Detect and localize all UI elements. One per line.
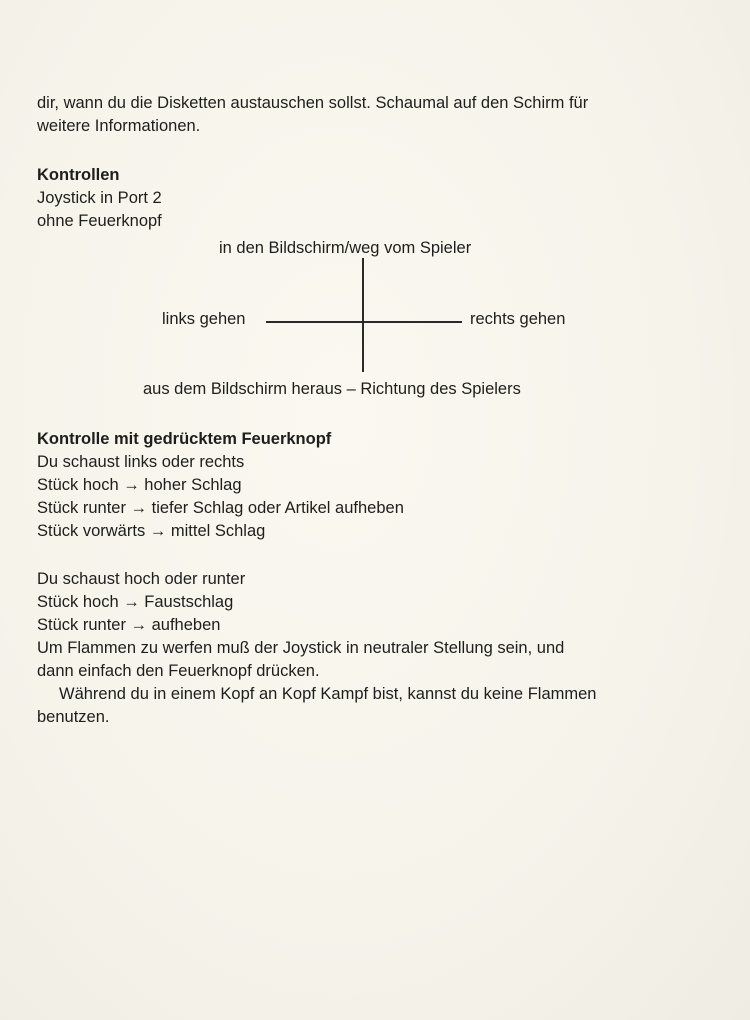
controls-heading: Kontrollen	[37, 166, 120, 184]
intro-line-1: dir, wann du die Disketten austauschen sollst. Schaumal auf den Schirm für	[37, 94, 589, 112]
diagram-up-label: in den Bildschirm/weg vom Spieler	[219, 239, 472, 257]
controls-port-line: Joystick in Port 2	[37, 189, 162, 207]
fire-control-line: Stück runter → tiefer Schlag oder Artikel aufheben	[37, 499, 404, 517]
head-to-head-note: Während du in einem Kopf an Kopf Kampf bist, kannst du keine Flammen	[59, 685, 597, 703]
intro-line-2: weitere Informationen.	[37, 117, 201, 135]
diagram-right-label: rechts gehen	[470, 310, 566, 328]
head-to-head-note-end: benutzen.	[37, 708, 110, 726]
fire-control-line: dann einfach den Feuerknopf drücken.	[37, 662, 320, 680]
diagram-right-axis	[364, 321, 462, 323]
controls-button-line: ohne Feuerknopf	[37, 212, 162, 230]
fire-control-line: Stück hoch → hoher Schlag	[37, 476, 242, 494]
diagram-left-axis	[266, 321, 362, 323]
fire-control-line: Du schaust hoch oder runter	[37, 570, 246, 588]
fire-controls-heading: Kontrolle mit gedrücktem Feuerknopf	[37, 430, 332, 448]
fire-control-line: Stück vorwärts → mittel Schlag	[37, 522, 266, 540]
fire-control-line: Du schaust links oder rechts	[37, 453, 245, 471]
diagram-left-label: links gehen	[162, 310, 246, 328]
diagram-down-label: aus dem Bildschirm heraus – Richtung des Spielers	[143, 380, 521, 398]
fire-control-line: Stück runter → aufheben	[37, 616, 221, 634]
diagram-vertical-axis	[362, 258, 364, 372]
fire-control-line: Um Flammen zu werfen muß der Joystick in neutraler Stellung sein, und	[37, 639, 565, 657]
fire-control-line: Stück hoch → Faustschlag	[37, 593, 234, 611]
